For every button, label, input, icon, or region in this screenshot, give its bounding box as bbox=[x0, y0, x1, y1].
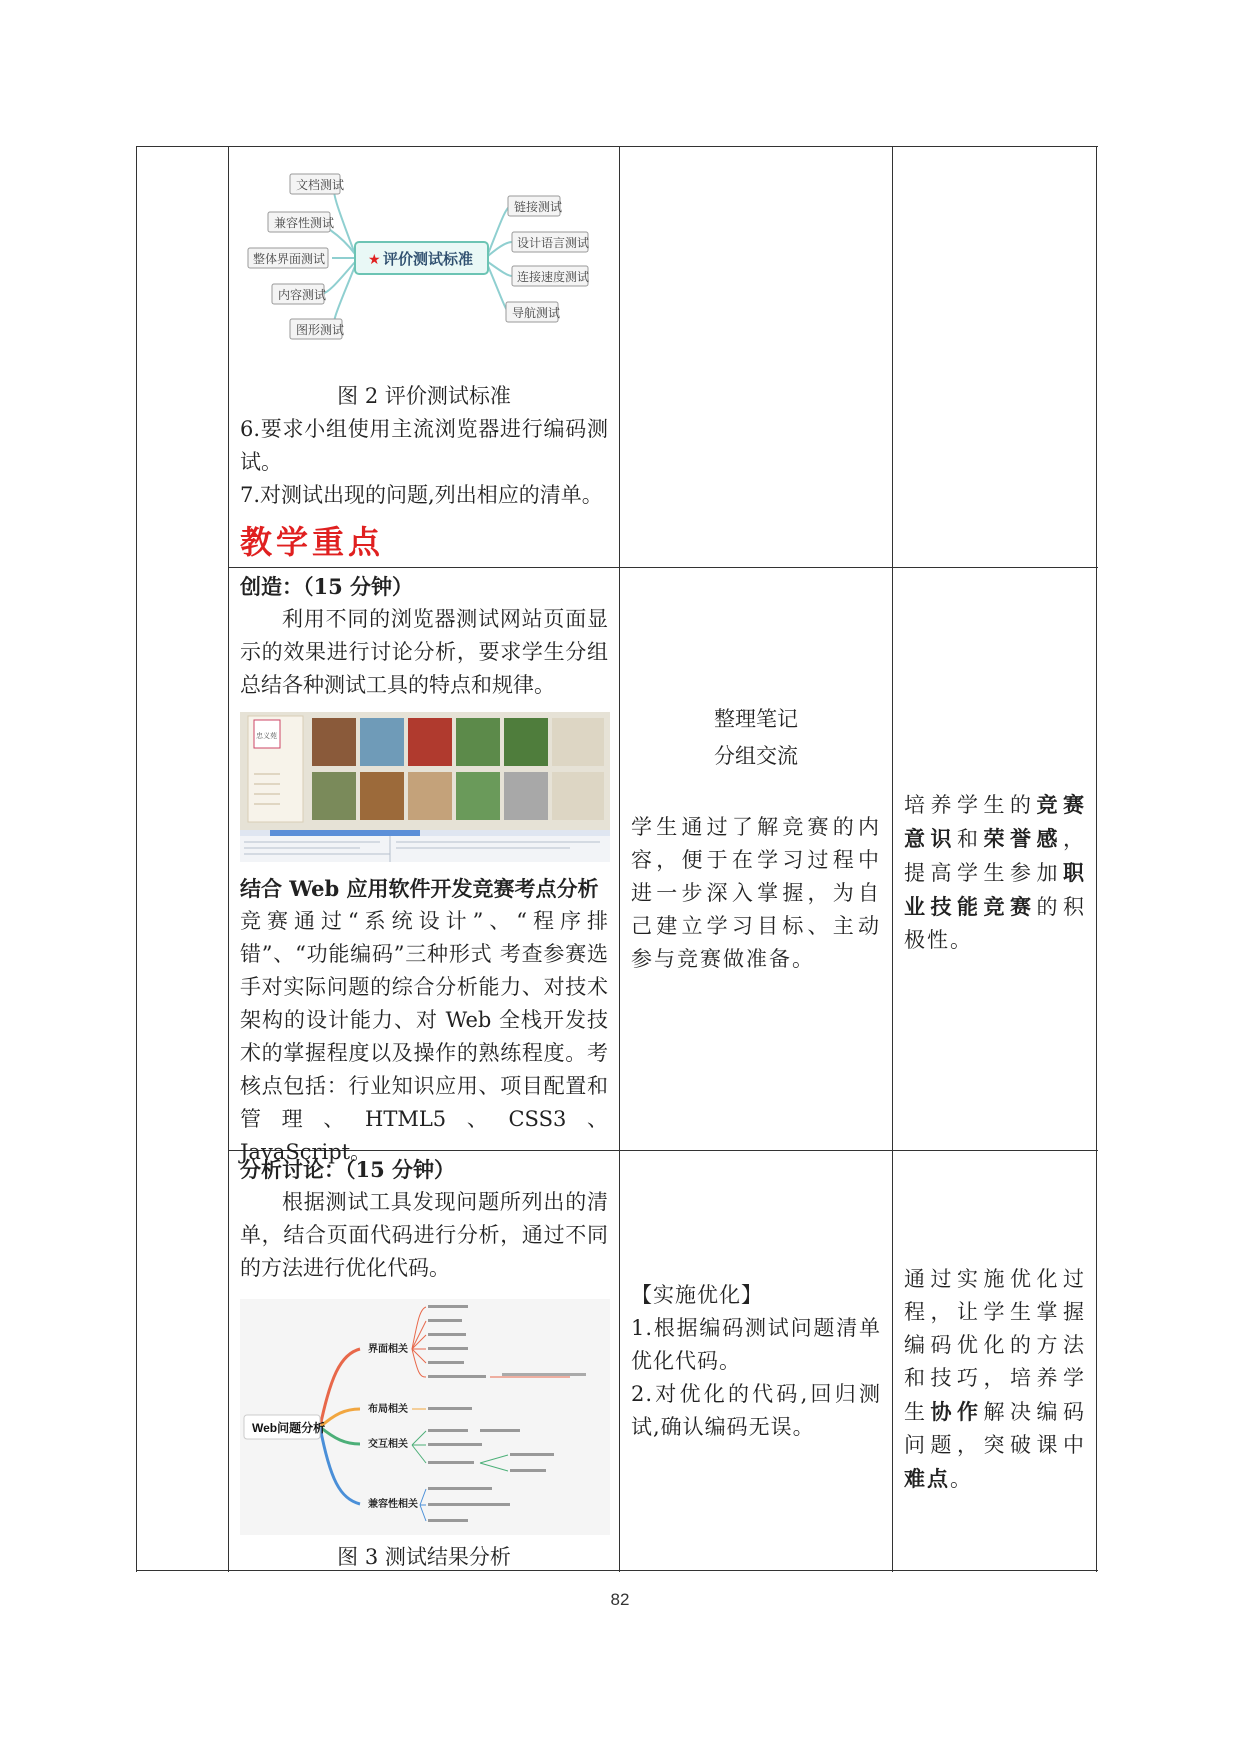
row2-student-cell bbox=[621, 568, 891, 1150]
row3-goal-text bbox=[904, 1263, 1086, 1496]
figure2-mindmap bbox=[240, 154, 608, 376]
website-screenshot-graphic bbox=[240, 712, 610, 862]
optimization-step-1: 1.根据编码测试问题清单优化代码。 bbox=[631, 1316, 881, 1373]
row2-goal-text bbox=[904, 788, 1086, 957]
evaluation-mindmap-diagram bbox=[240, 154, 610, 376]
mindmap-node: 文档测试 bbox=[296, 178, 345, 192]
web-root-label: Web问题分析 bbox=[252, 1421, 326, 1435]
row3-content-cell bbox=[230, 1151, 618, 1569]
student-activity-notes: 整理笔记 bbox=[714, 707, 798, 731]
goal-emphasis: 职业技能竞赛 bbox=[904, 860, 1086, 919]
goal-text: 的积极性。 bbox=[904, 895, 1086, 952]
goal-emphasis: 荣誉感 bbox=[983, 826, 1063, 851]
branch-label: 界面相关 bbox=[368, 1344, 408, 1355]
goal-text: 。 bbox=[950, 1467, 973, 1491]
figure3-caption: 图 3 测试结果分析 bbox=[337, 1545, 511, 1569]
competition-analysis-heading: 结合 Web 应用软件开发竞赛考点分析 bbox=[240, 876, 599, 901]
figure2-caption: 图 2 评价测试标准 bbox=[337, 384, 511, 408]
mindmap-node: 设计语言测试 bbox=[517, 236, 590, 250]
site-logo-text: 忠义苑 bbox=[256, 733, 277, 740]
mindmap-node: 连接速度测试 bbox=[517, 270, 590, 284]
goal-text: 培养学生的 bbox=[904, 793, 1037, 817]
goal-emphasis: 竞赛意识 bbox=[904, 792, 1086, 851]
teaching-key-heading: 教学重点 bbox=[240, 523, 385, 561]
goal-text: 和 bbox=[957, 827, 984, 851]
web-issue-mindmap-diagram bbox=[240, 1299, 610, 1535]
mindmap-node: 导航测试 bbox=[512, 306, 561, 320]
table-border-right bbox=[1096, 146, 1097, 1572]
goal-text: 通过实施优化过程，让学生掌握编码优化的方法和技巧，培养学生 bbox=[904, 1267, 1086, 1424]
lesson-table bbox=[136, 146, 1098, 1572]
table-column-divider bbox=[619, 146, 620, 1572]
competition-analysis-text: 竞赛通过“系统设计”、“程序排错”、“功能编码”三种形式 考查参赛选手对实际问题的综合分析能力、对技术架构的设计能力、对 Web 全栈开发技术的掌握程度以及操作的熟练程度。考核点包括：行业知识应用、项目配置和管理、HTML5、CSS3、JavaScript。 bbox=[240, 909, 608, 1164]
browser-test-screenshot bbox=[240, 712, 608, 862]
row2-goal-cell bbox=[894, 568, 1096, 1150]
table-column-divider bbox=[228, 146, 229, 1572]
mindmap-node: 链接测试 bbox=[514, 200, 563, 214]
goal-emphasis: 难点 bbox=[904, 1466, 950, 1491]
branch-label: 交互相关 bbox=[368, 1439, 408, 1450]
student-activity-group: 分组交流 bbox=[714, 744, 798, 768]
mindmap-center-label: 评价测试标准 bbox=[383, 251, 474, 268]
mindmap-node: 整体界面测试 bbox=[253, 252, 326, 266]
page-number: 82 bbox=[610, 1590, 630, 1609]
mindmap-node: 内容测试 bbox=[278, 288, 327, 302]
create-section-title: 创造：（15 分钟） bbox=[240, 574, 414, 599]
step-6-text: 6.要求小组使用主流浏览器进行编码测试。 bbox=[240, 417, 608, 474]
row3-student-cell bbox=[621, 1151, 891, 1569]
analysis-section-title: 分析讨论：（15 分钟） bbox=[240, 1157, 456, 1182]
table-border-left bbox=[136, 146, 137, 1572]
mindmap-node: 兼容性测试 bbox=[274, 216, 335, 230]
star-icon: ★ bbox=[368, 252, 381, 268]
table-column-divider bbox=[892, 146, 893, 1572]
figure3-mindmap bbox=[240, 1299, 608, 1535]
create-description: 利用不同的浏览器测试网站页面显示的效果进行讨论分析，要求学生分组总结各种测试工具的特点和规律。 bbox=[240, 607, 608, 697]
mindmap-node: 图形测试 bbox=[296, 323, 345, 337]
student-activity-description: 学生通过了解竞赛的内容，便于在学习过程中进一步深入掌握，为自己建立学习目标、主动参与竞赛做准备。 bbox=[631, 815, 881, 971]
analysis-description: 根据测试工具发现问题所列出的清单，结合页面代码进行分析，通过不同的方法进行优化代码。 bbox=[240, 1190, 608, 1280]
row3-goal-cell bbox=[894, 1151, 1096, 1569]
branch-label: 兼容性相关 bbox=[368, 1499, 418, 1510]
goal-text: ，提高学生参加 bbox=[904, 827, 1086, 885]
step-7-text: 7.对测试出现的问题,列出相应的清单。 bbox=[240, 483, 603, 507]
goal-text: 解决编码问题，突破课中 bbox=[904, 1400, 1086, 1457]
row2-content-cell bbox=[230, 568, 618, 1164]
optimization-title: 【实施优化】 bbox=[631, 1283, 763, 1307]
branch-label: 布局相关 bbox=[368, 1404, 408, 1415]
row1-content-cell bbox=[230, 146, 618, 567]
goal-emphasis: 协作 bbox=[930, 1399, 984, 1424]
optimization-step-2: 2.对优化的代码,回归测试,确认编码无误。 bbox=[631, 1382, 881, 1439]
